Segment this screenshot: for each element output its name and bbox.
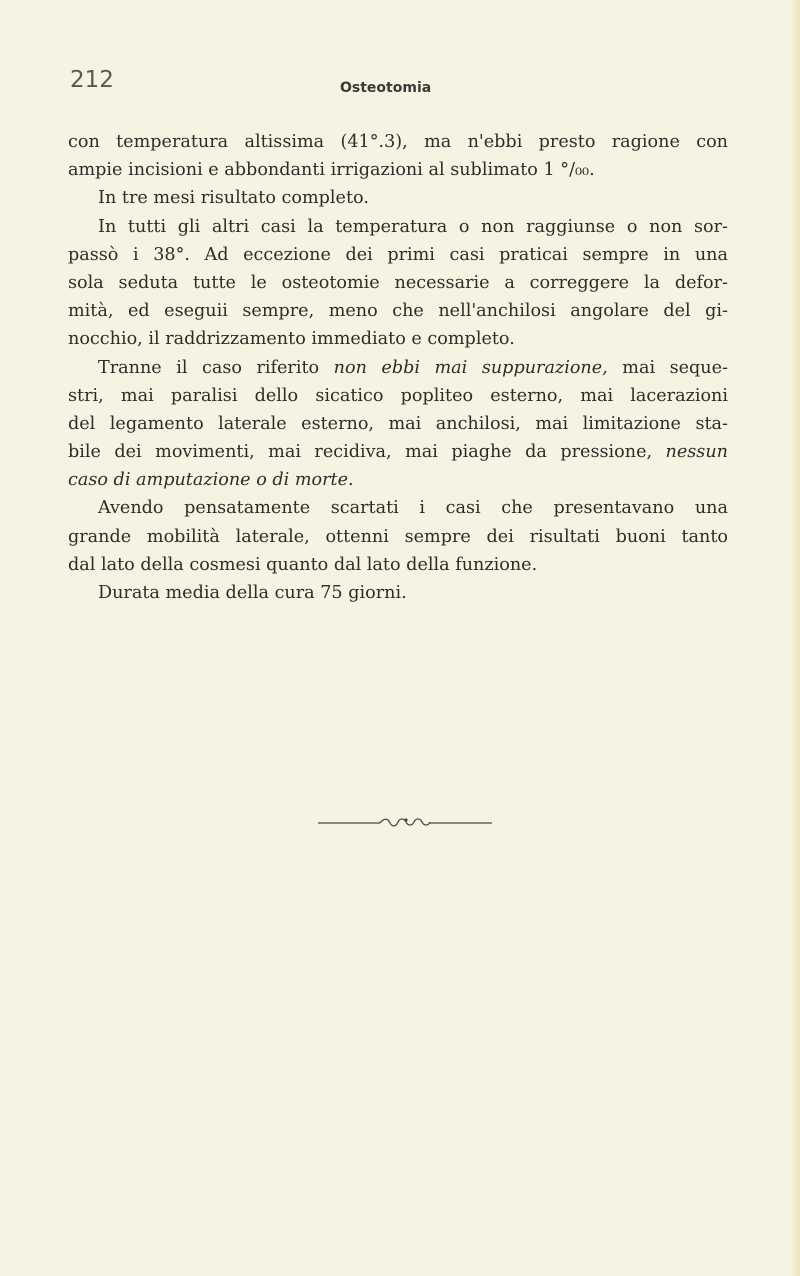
text-line — [68, 523, 728, 551]
italic-text-segment: nessun — [665, 442, 728, 463]
text-line — [68, 579, 728, 607]
italic-text-segment: non ebbi mai suppurazione, — [333, 357, 608, 378]
text-segment: In tre mesi risultato completo. — [98, 188, 369, 209]
page-number: 212 — [70, 67, 114, 93]
text-segment: Durata media della cura 75 giorni. — [98, 583, 407, 603]
italic-text-segment: caso di amputazione o di morte. — [68, 470, 354, 491]
text-line — [68, 410, 728, 438]
text-segment: del legamento laterale esterno, mai anchilosi, mai limitazione sta- — [68, 413, 728, 434]
text-line — [68, 354, 728, 382]
text-segment: Avendo pensatamente scartati i casi che presentavano una — [98, 498, 728, 519]
running-title: Osteotomia — [340, 80, 432, 96]
text-segment: dal lato della cosmesi quanto dal lato della funzione. — [68, 554, 538, 575]
text-line — [68, 184, 728, 212]
text-line — [68, 466, 728, 494]
text-line — [68, 269, 728, 297]
section-end-ornament — [318, 815, 492, 829]
text-segment: mità, ed eseguii sempre, meno che nell'anchilosi angolare del gi- — [68, 301, 728, 322]
text-line — [68, 241, 728, 269]
body-text — [68, 128, 728, 607]
text-segment: ampie incisioni e abbondanti irrigazioni al sublimato 1 °/₀₀. — [68, 160, 595, 181]
text-line — [68, 128, 728, 156]
text-segment: mai seque- — [607, 357, 728, 378]
text-line — [68, 325, 728, 353]
text-line — [68, 156, 728, 184]
text-segment: sola seduta tutte le osteotomie necessarie a correggere la defor- — [68, 272, 728, 293]
text-segment: In tutti gli altri casi la temperatura o non raggiunse o non sor- — [98, 216, 728, 237]
text-line — [68, 494, 728, 522]
text-line — [68, 438, 728, 466]
text-segment: bile dei movimenti, mai recidiva, mai piaghe da pressione, — [68, 442, 666, 463]
text-line — [68, 297, 728, 325]
text-segment: grande mobilità laterale, ottenni sempre dei risultati buoni tanto — [68, 526, 728, 547]
text-segment: stri, mai paralisi dello sicatico popliteo esterno, mai lacerazioni — [68, 385, 728, 406]
page-edge-shading — [790, 0, 800, 1276]
text-segment: passò i 38°. Ad eccezione dei primi casi praticai sempre in una — [68, 244, 728, 265]
text-line — [68, 551, 728, 579]
text-line — [68, 213, 728, 241]
text-segment: nocchio, il raddrizzamento immediato e completo. — [68, 329, 515, 350]
text-segment: con temperatura altissima (41°.3), ma n'ebbi presto ragione con — [68, 132, 728, 152]
text-segment: Tranne il caso riferito — [98, 357, 334, 378]
text-line — [68, 382, 728, 410]
